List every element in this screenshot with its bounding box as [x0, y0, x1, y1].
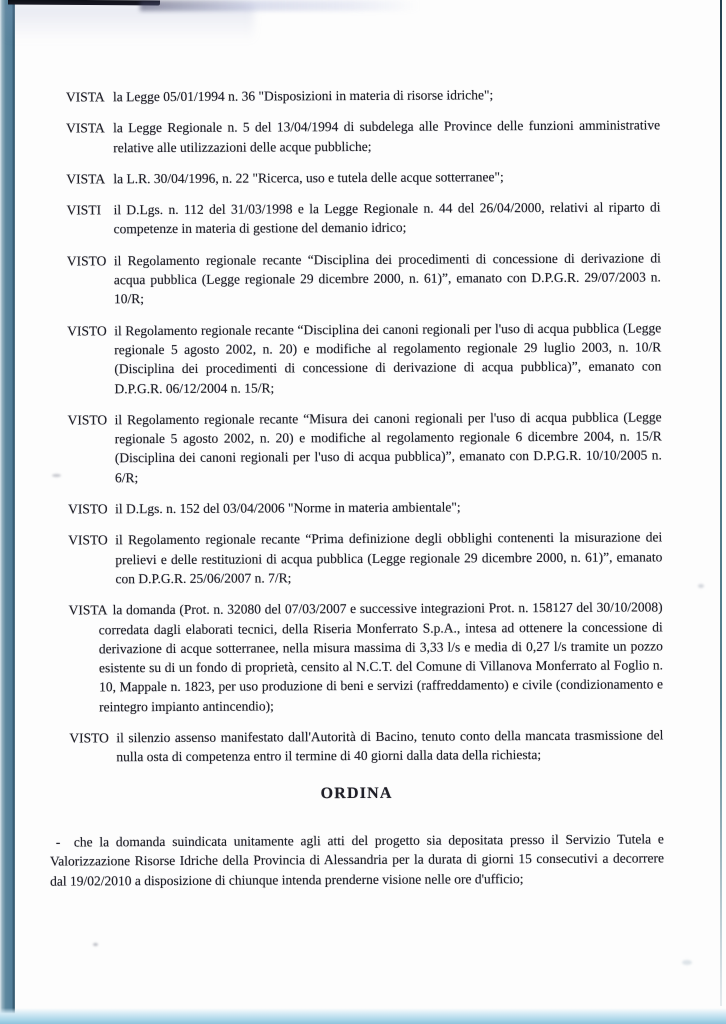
order-text: che la domanda suindicata unitamente agli atti del progetto sia depositata presso il Servizio Tutela e Valorizzazione Risorse Idriche della Provincia di Alessandria per la durata di giorni 15 consecutivi a decorrere dal 19/02/2010 a disposizione di chiunque intenda prenderne visione nelle ore d'ufficio;: [49, 830, 664, 889]
visto-clause: [69, 598, 664, 717]
visto-clause: [66, 84, 660, 106]
visto-clause: [66, 166, 660, 188]
visto-clause: [69, 725, 663, 767]
clause-label: VISTO: [69, 730, 109, 746]
visto-clause: [68, 496, 662, 518]
clause-label: VISTA: [66, 120, 105, 136]
scan-speck: [682, 960, 692, 965]
clause-text: il Regolamento regionale recante “Disciplina dei procedimenti di concessione di derivazione di acqua pubblica (Legge regionale 29 dicembre 2000, n. 61)”, emanato con D.P.G.R. 29/07/2003 n. 10/R;: [113, 250, 661, 307]
visto-clause: [68, 407, 662, 487]
clause-text: la Legge Regionale n. 5 del 13/04/1994 di subdelega alle Province delle funzioni amministrative relative alle utilizzazioni delle acque pubbliche;: [113, 117, 661, 155]
page-right-edge-line: [720, 0, 722, 1006]
document-body: [46, 84, 664, 891]
visto-clause: [68, 528, 662, 589]
clause-label: VISTA: [68, 602, 108, 618]
order-dash: -: [55, 834, 61, 850]
scanner-bed-left-strip: [0, 0, 15, 1024]
clause-label: VISTA: [66, 171, 106, 187]
clause-label: VISTO: [68, 501, 108, 517]
scan-speck: [698, 584, 704, 588]
clause-text: il Regolamento regionale recante “Prima definizione degli obblighi contenenti la misurazione dei prelievi e delle restituzioni di acqua pubblica (Legge regionale 29 dicembre 2000, n. 61)”, emanato con D.P.G.R. 25/06/2007 n. 7/R;: [115, 529, 663, 587]
visto-clause: [67, 318, 661, 398]
clause-label: VISTI: [66, 202, 102, 218]
visto-clause: [67, 248, 661, 309]
clause-text: il D.Lgs. n. 112 del 31/03/1998 e la Legge Regionale n. 44 del 26/04/2000, relativi al riparto di competenze in materia di gestione del demanio idrico;: [113, 199, 661, 237]
scanner-bed-bottom-strip: [0, 1008, 726, 1024]
clause-text: la domanda (Prot. n. 32080 del 07/03/2007 e successive integrazioni Prot. n. 158127 del 30/10/2008) corredata dagli elaborati tecnici, della Riseria Monferrato S.p.A., intesa ad ottenere la concessione di derivazione di acque sotterranee, nella misura massima di 3,33 l/s e media di 0,27 l/s tramite un pozzo esistente su di un fondo di proprietà, censito al N.C.T. del Comune di Villanova Monferrato al Foglio n. 10, Mappale n. 1823, per uso produzione di beni e servizi (raffreddamento) e civile (condizionamento e reintegro impianto antincendio);: [98, 599, 664, 715]
clause-label: VISTO: [67, 322, 107, 339]
clause-label: VISTO: [67, 412, 108, 428]
clause-text: il Regolamento regionale recante “Misura dei canoni regionali per l'uso di acqua pubblica (Legge regionale 5 agosto 2002, n. 20) e modifiche al regolamento regionale 6 dicembre 2004, n. 15/R (Disciplina dei canoni regionali per l'uso di acqua pubblica)”, emanato con D.P.G.R. 10/10/2005 n. 6/R;: [114, 409, 662, 486]
clauses-block: [66, 84, 664, 767]
clause-label: VISTO: [66, 253, 107, 269]
ordina-heading: ORDINA: [320, 784, 393, 802]
visto-clause: [66, 198, 660, 240]
clause-text: la Legge 05/01/1994 n. 36 "Disposizioni in materia di risorse idriche";: [112, 87, 494, 105]
order-paragraph: [50, 829, 664, 891]
scan-top-haze: [4, 4, 254, 42]
clause-text: il Regolamento regionale recante “Disciplina dei canoni regionali per l'uso di acqua pubblica (Legge regionale 5 agosto 2002, n. 20) e modifiche al regolamento regionale 29 luglio 2003, n. 10/R (Disciplina dei procedimenti di concessione di derivazione di acqua pubblica)”, emanato con D.P.G.R. 06/12/2004 n. 15/R;: [114, 320, 662, 396]
clause-text: il silenzio assenso manifestato dall'Autorità di Bacino, tenuto conto della mancata trasmissione del nulla osta di competenza entro il termine di 40 giorni dalla data della richiesta;: [116, 727, 664, 765]
clause-label: VISTA: [65, 89, 105, 105]
scan-speck: [93, 943, 98, 946]
clause-label: VISTO: [68, 532, 108, 548]
clause-text: la L.R. 30/04/1996, n. 22 "Ricerca, uso e tutela delle acque sotterranee";: [113, 169, 504, 187]
clause-text: il D.Lgs. n. 152 del 03/04/2006 "Norme in materia ambientale";: [115, 499, 461, 517]
visto-clause: [66, 116, 660, 158]
